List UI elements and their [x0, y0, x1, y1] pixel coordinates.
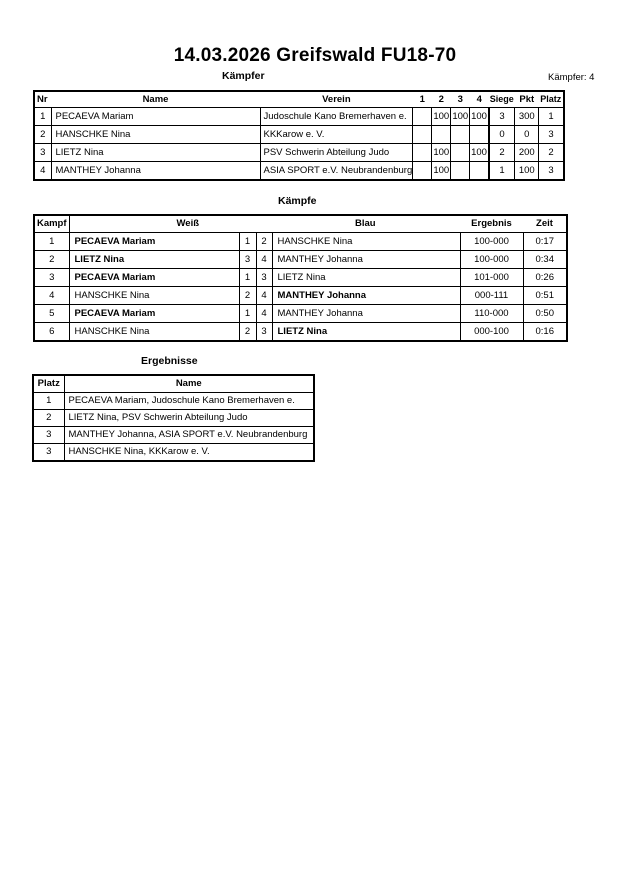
fighter-white-nr: 2 — [239, 287, 256, 305]
fighter-club: PSV Schwerin Abteilung Judo — [260, 144, 413, 162]
fight-result: 000-111 — [460, 287, 523, 305]
fighter-nr: 2 — [34, 126, 51, 144]
fighter-blue-nr: 3 — [256, 269, 272, 287]
score-value: 100 — [471, 147, 487, 158]
fighter-blue-nr: 3 — [256, 323, 272, 342]
fighter-points: 0 — [515, 126, 539, 144]
fighter-points: 300 — [515, 108, 539, 126]
fight-row — [34, 251, 567, 269]
fight-number: 4 — [34, 287, 69, 305]
fighter-blue-nr: 2 — [256, 233, 272, 251]
fighter-name: HANSCHKE Nina — [51, 126, 260, 144]
score-vs-3 — [451, 162, 470, 181]
fight-result: 110-000 — [460, 305, 523, 323]
score-vs-2 — [432, 162, 451, 181]
col-header-weiss: Weiß — [69, 215, 272, 233]
fighter-points: 100 — [515, 162, 539, 181]
fight-time: 0:50 — [523, 305, 567, 323]
fighters-table — [33, 90, 565, 181]
fight-row — [34, 305, 567, 323]
fighter-nr: 3 — [34, 144, 51, 162]
result-name: PECAEVA Mariam, Judoschule Kano Bremerhaven e. — [64, 393, 314, 410]
fight-number: 3 — [34, 269, 69, 287]
score-vs-4 — [470, 126, 489, 144]
fighter-blue: MANTHEY Johanna — [272, 287, 460, 305]
fighter-wins: 1 — [489, 162, 515, 181]
fight-number: 5 — [34, 305, 69, 323]
fighter-wins: 3 — [489, 108, 515, 126]
col-header-nr: Nr — [34, 91, 51, 108]
fighter-points: 200 — [515, 144, 539, 162]
col-header-zeit: Zeit — [523, 215, 567, 233]
fighter-blue: HANSCHKE Nina — [272, 233, 460, 251]
fighter-nr: 1 — [34, 108, 51, 126]
col-header-ergebnis: Ergebnis — [460, 215, 523, 233]
fighter-place: 3 — [539, 162, 564, 181]
fight-result: 100-000 — [460, 233, 523, 251]
results-header-row — [33, 375, 314, 393]
fighter-white-nr: 1 — [239, 233, 256, 251]
fighter-white: LIETZ Nina — [69, 251, 239, 269]
fights-header-row — [34, 215, 567, 233]
score-value: 100 — [433, 111, 450, 122]
col-header-name: Name — [51, 91, 260, 108]
fighter-white: PECAEVA Mariam — [69, 305, 239, 323]
fight-row — [34, 233, 567, 251]
result-row — [33, 393, 314, 410]
fighter-name: MANTHEY Johanna — [51, 162, 260, 181]
fighters-header-row — [34, 91, 564, 108]
fighter-wins: 0 — [489, 126, 515, 144]
fighter-place: 3 — [539, 126, 564, 144]
results-table — [32, 374, 315, 462]
score-vs-4 — [470, 144, 489, 162]
fighter-white: HANSCHKE Nina — [69, 323, 239, 342]
fighter-place: 1 — [539, 108, 564, 126]
score-vs-1 — [413, 126, 432, 144]
fighter-row — [34, 108, 564, 126]
fighter-club: ASIA SPORT e.V. Neubrandenburg — [260, 162, 413, 181]
fight-row — [34, 323, 567, 342]
fighter-white: HANSCHKE Nina — [69, 287, 239, 305]
fighter-white-nr: 3 — [239, 251, 256, 269]
fighter-blue: LIETZ Nina — [272, 323, 460, 342]
fighter-blue: MANTHEY Johanna — [272, 305, 460, 323]
result-row — [33, 410, 314, 427]
fight-row — [34, 287, 567, 305]
score-vs-3 — [451, 126, 470, 144]
fight-time: 0:17 — [523, 233, 567, 251]
score-vs-2 — [432, 126, 451, 144]
fighter-club: KKKarow e. V. — [260, 126, 413, 144]
score-vs-2 — [432, 144, 451, 162]
col-header-platz: Platz — [539, 91, 564, 108]
fighter-row — [34, 162, 564, 181]
result-row — [33, 427, 314, 444]
fighter-name: LIETZ Nina — [51, 144, 260, 162]
score-vs-3 — [451, 108, 470, 126]
fighter-row — [34, 144, 564, 162]
fighters-count: Kämpfer: 4 — [548, 72, 595, 83]
fight-time: 0:16 — [523, 323, 567, 342]
fighter-blue-nr: 4 — [256, 251, 272, 269]
score-vs-4 — [470, 108, 489, 126]
score-vs-3 — [451, 144, 470, 162]
fight-time: 0:34 — [523, 251, 567, 269]
fight-number: 2 — [34, 251, 69, 269]
col-header-platz: Platz — [33, 375, 64, 393]
col-header-kampf: Kampf — [34, 215, 69, 233]
result-name: HANSCHKE Nina, KKKarow e. V. — [64, 444, 314, 462]
score-vs-1 — [413, 162, 432, 181]
fights-heading: Kämpfe — [278, 195, 317, 207]
fighters-heading: Kämpfer — [222, 70, 265, 82]
col-header-verein: Verein — [260, 91, 413, 108]
score-vs-2 — [432, 108, 451, 126]
fighter-blue-nr: 4 — [256, 287, 272, 305]
result-place: 2 — [33, 410, 64, 427]
fighter-blue-nr: 4 — [256, 305, 272, 323]
score-value: 100 — [433, 165, 450, 176]
col-header-name: Name — [64, 375, 314, 393]
fighter-blue: MANTHEY Johanna — [272, 251, 460, 269]
fighter-white-nr: 1 — [239, 269, 256, 287]
col-header-2: 2 — [432, 91, 451, 108]
result-place: 1 — [33, 393, 64, 410]
fight-number: 1 — [34, 233, 69, 251]
score-vs-4 — [470, 162, 489, 181]
fight-result: 101-000 — [460, 269, 523, 287]
score-value: 100 — [471, 111, 487, 122]
result-place: 3 — [33, 427, 64, 444]
fighter-wins: 2 — [489, 144, 515, 162]
fighter-club: Judoschule Kano Bremerhaven e. — [260, 108, 413, 126]
page-title: 14.03.2026 Greifswald FU18-70 — [173, 45, 457, 66]
score-vs-1 — [413, 144, 432, 162]
col-header-3: 3 — [451, 91, 470, 108]
col-header-pkt: Pkt — [515, 91, 539, 108]
fight-row — [34, 269, 567, 287]
result-place: 3 — [33, 444, 64, 462]
fight-time: 0:51 — [523, 287, 567, 305]
score-value: 100 — [452, 111, 469, 122]
col-header-blau: Blau — [272, 215, 460, 233]
fight-result: 000-100 — [460, 323, 523, 342]
col-header-1: 1 — [413, 91, 432, 108]
fights-table — [33, 214, 568, 342]
fighter-white: PECAEVA Mariam — [69, 233, 239, 251]
result-name: MANTHEY Johanna, ASIA SPORT e.V. Neubrandenburg — [64, 427, 314, 444]
fighter-white-nr: 1 — [239, 305, 256, 323]
fighter-white: PECAEVA Mariam — [69, 269, 239, 287]
col-header-4: 4 — [470, 91, 489, 108]
fighter-nr: 4 — [34, 162, 51, 181]
fight-time: 0:26 — [523, 269, 567, 287]
result-row — [33, 444, 314, 462]
result-name: LIETZ Nina, PSV Schwerin Abteilung Judo — [64, 410, 314, 427]
score-vs-1 — [413, 108, 432, 126]
fighter-white-nr: 2 — [239, 323, 256, 342]
fight-number: 6 — [34, 323, 69, 342]
fighter-blue: LIETZ Nina — [272, 269, 460, 287]
col-header-siege: Siege — [489, 91, 515, 108]
fighter-name: PECAEVA Mariam — [51, 108, 260, 126]
fighter-place: 2 — [539, 144, 564, 162]
results-heading: Ergebnisse — [141, 355, 198, 367]
score-value: 100 — [433, 147, 450, 158]
fight-result: 100-000 — [460, 251, 523, 269]
fighter-row — [34, 126, 564, 144]
